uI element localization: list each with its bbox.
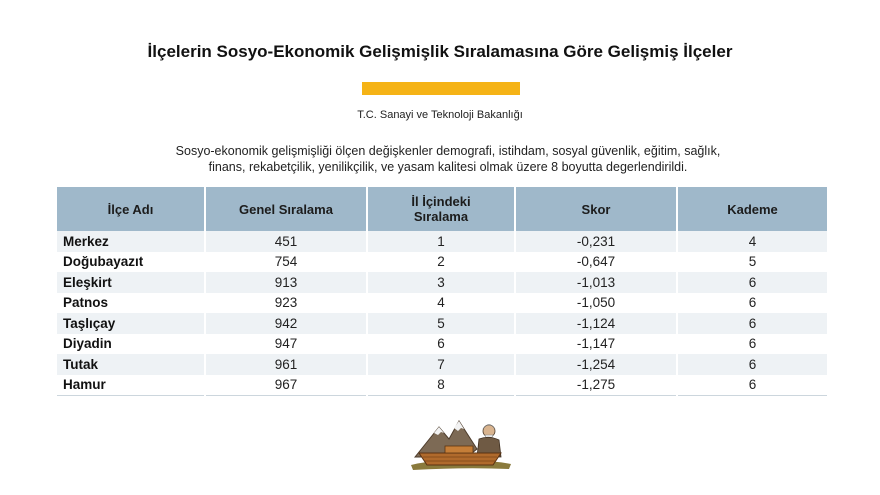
cell-tier: 6 [748, 295, 757, 311]
cell-general-rank: 451 [205, 231, 367, 252]
table-row [57, 231, 827, 252]
cell-province-rank: 1 [367, 231, 515, 252]
cell-province-rank: 5 [367, 313, 515, 334]
header-name: İlçe Adı [57, 187, 205, 231]
cell-general-rank: 961 [205, 354, 367, 375]
header-province-rank [367, 187, 515, 231]
cell-score: -1,254 [515, 354, 677, 375]
table-row [57, 354, 827, 375]
cell-tier: 6 [748, 274, 757, 290]
subtitle: T.C. Sanayi ve Teknoloji Bakanlığı [357, 109, 523, 121]
cell-general-rank: 923 [205, 293, 367, 314]
table-row [57, 272, 827, 293]
cell-tier: 6 [748, 377, 757, 393]
cell-score: -1,147 [515, 334, 677, 355]
cell-name: Patnos [57, 293, 205, 314]
cell-general-rank: 947 [205, 334, 367, 355]
header-province-rank-line1: İl İçindeki [411, 194, 471, 209]
cell-name: Eleşkirt [57, 272, 205, 293]
cell-score: -1,275 [515, 375, 677, 396]
page-title: İlçelerin Sosyo-Ekonomik Gelişmişlik Sıralamasına Göre Gelişmiş İlçeler [147, 42, 733, 61]
cell-score: -0,647 [515, 252, 677, 273]
cell-name: Tutak [57, 354, 205, 375]
table-row [57, 334, 827, 355]
cell-province-rank: 8 [367, 375, 515, 396]
cell-tier: 5 [748, 254, 757, 270]
table-header-row [57, 187, 827, 231]
cell-score: -1,124 [515, 313, 677, 334]
description-line: Sosyo-ekonomik gelişmişliği ölçen değişkenler demografi, istihdam, sosyal güvenlik, eğitim, sağlık, [175, 144, 721, 158]
cell-province-rank: 4 [367, 293, 515, 314]
table-row [57, 313, 827, 334]
header-score: Skor [515, 187, 677, 231]
cell-province-rank: 3 [367, 272, 515, 293]
description-line: finans, rekabetçilik, yenilikçilik, ve yasam kalitesi olmak üzere 8 boyutta degerlendirildi. [208, 160, 688, 174]
table-row [57, 293, 827, 314]
header-general-rank: Genel Sıralama [205, 187, 367, 231]
table-row [57, 252, 827, 273]
description [88, 143, 808, 175]
cell-tier: 6 [748, 315, 757, 331]
cell-tier: 4 [748, 233, 757, 249]
cell-general-rank: 913 [205, 272, 367, 293]
districts-table [57, 187, 827, 396]
cell-general-rank: 942 [205, 313, 367, 334]
cell-score: -1,050 [515, 293, 677, 314]
cell-name: Doğubayazıt [57, 252, 205, 273]
cell-score: -1,013 [515, 272, 677, 293]
cell-name: Taşlıçay [57, 313, 205, 334]
cell-name: Hamur [57, 375, 205, 396]
cell-tier: 6 [748, 356, 757, 372]
cell-province-rank: 7 [367, 354, 515, 375]
cell-province-rank: 6 [367, 334, 515, 355]
table-row [57, 375, 827, 396]
cell-general-rank: 967 [205, 375, 367, 396]
mountain-ark-logo-icon [405, 413, 515, 477]
cell-province-rank: 2 [367, 252, 515, 273]
cell-name: Merkez [57, 231, 205, 252]
cell-tier: 6 [748, 336, 757, 352]
cell-general-rank: 754 [205, 252, 367, 273]
header-province-rank-line2: Sıralama [413, 209, 469, 224]
accent-bar [362, 82, 520, 95]
header-tier: Kademe [727, 201, 778, 217]
cell-name: Diyadin [57, 334, 205, 355]
cell-score: -0,231 [515, 231, 677, 252]
